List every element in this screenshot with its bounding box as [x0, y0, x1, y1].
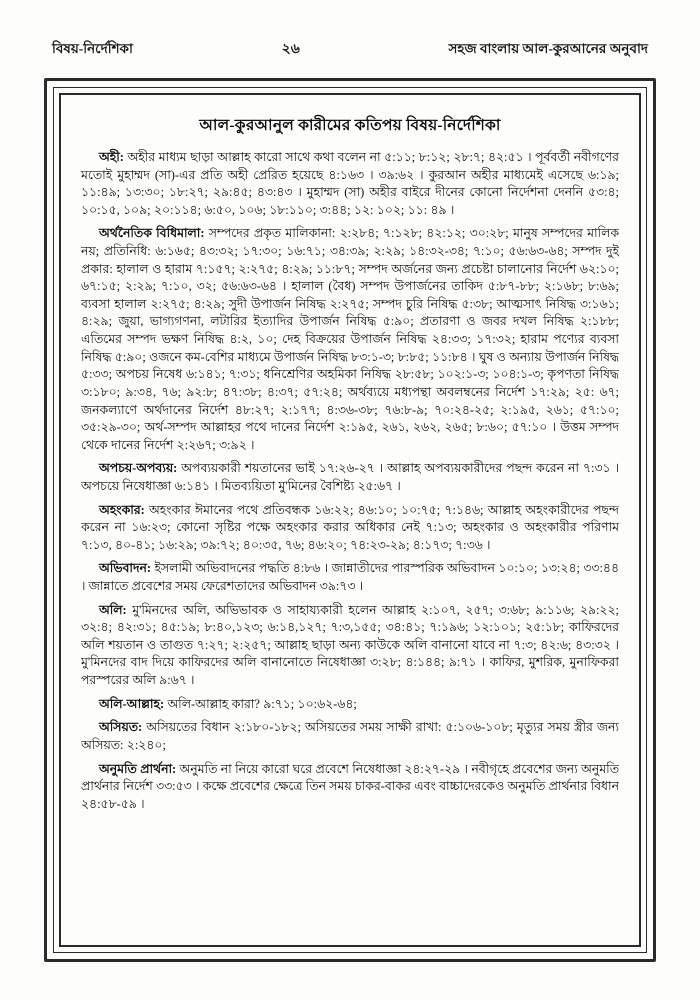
index-entry — [81, 696, 619, 714]
page-number: ২৬ — [281, 42, 300, 57]
entry-term: অহী: — [99, 150, 124, 164]
index-entry — [81, 149, 619, 219]
running-header — [52, 38, 648, 60]
index-entry — [81, 502, 619, 555]
index-entry — [81, 460, 619, 495]
header-left-title: বিষয়-নির্দেশিকা — [52, 40, 133, 56]
entry-term: অভিবাদন: — [99, 561, 152, 576]
index-entry — [81, 225, 619, 454]
entry-text: অলি-আল্লাহ কারা? ৯:৭১; ১০:৬২-৬৪; — [164, 696, 357, 711]
page-content — [81, 111, 619, 933]
entry-term: অহংকার: — [99, 502, 145, 517]
entry-text: মু'মিনদের অলি, অভিভাবক ও সাহায্যকারী হলেন আল্লাহ ২:১০৭, ২৫৭; ৩:৬৮; ৯:১১৬; ২৯:২২; ৩২:৪; ৪২:৩১; ৪৫:১৯; ৮:৪০,১২৩; ৬:১৪,১২৭; ৭:৩,১৫৫; ৩৪:৪১; ৭:১৯৬; ১২:১০১; ২৫:১৮; কাফিরদের অলি শয়তান ও তাগুত ৭:২৭; ২:২৫৭; আল্লাহ ছাড়া অন্য কাউকে অলি বানানো যাবে না ৭:৩; ৪২:৬; ৪৩:৩২ । মু'মিনদের বাদ দিয়ে কাফিরদের অলি বানানোতে নিষেধাজ্ঞা ৩:২৮; ৪:১৪৪; ৯:৭১ । কাফির, মুশরিক, মুনাফিকরা পরস্পরের অলি ৯:৬৭ । — [81, 602, 619, 688]
entry-text: ইসলামী অভিবাদনের পদ্ধতি ৪:৮৬ । জান্নাতীদের পারস্পরিক অভিবাদন ১০:১০; ১৩:২৪; ৩৩:৪৪ । জান্নাতে প্রবেশের সময় ফেরেশতাদের অভিবাদন ৩৯:৭৩ । — [81, 561, 619, 594]
entry-term: অনুমতি প্রার্থনা: — [99, 761, 177, 776]
entry-term: অলি-আল্লাহ: — [99, 696, 165, 711]
entry-text: অহংকার ঈমানের পথে প্রতিবন্ধক ১৬:২২; ৪৬:১০; ১০:৭৫; ৭:১৪৬; আল্লাহ অহংকারীদের পছন্দ করেন না ১৬:২৩; কোনো সৃষ্টির পক্ষে অহংকার করার অধিকার নেই ৭:১৩; অহংকার ও অহংকারীর পরিণাম ৭:১৩, ৪০-৪১; ১৬:২৯; ৩৯:৭২; ৪০:৩৫, ৭৬; ৪৬:২০; ৭৪:২৩-২৯; ৪:১৭৩; ৭:৩৬ । — [81, 502, 619, 552]
entry-text: অনুমতি না নিয়ে কারো ঘরে প্রবেশে নিষেধাজ্ঞা ২৪:২৭-২৯ । নবীগৃহে প্রবেশের জন্য অনুমতি প্রার্থনার নির্দেশ ৩৩:৫৩ । কক্ষে প্রবেশের ক্ষেত্রে তিন সময় চাকর-বাকর এবং বাচ্চাদেরকেও অনুমতি প্রার্থনার বিধান ২৪:৫৮-৫৯ । — [81, 761, 619, 811]
entry-term: অলি: — [99, 602, 127, 617]
entry-text: অসিয়তের বিধান ২:১৮০-১৮২; অসিয়তের সময় সাক্ষী রাখা: ৫:১০৬-১০৮; মৃত্যুর সময় স্ত্রীর জন্য অসিয়ত: ২:২৪০; — [81, 720, 619, 752]
index-entry — [81, 602, 619, 690]
entry-text: সম্পদের প্রকৃত মালিকানা: ২:২৮৪; ৭:১২৮; ৪২:১২; ৩০:২৮; মানুষ সম্পদের মালিক নয়; প্রতিনিধি: ৬:১৬৫; ৪৩:৩২; ১৭:৩০; ১৬:৭১; ৩৪:৩৯; ২:২৯; ১৪:৩২-৩৪; ৭:১০; ৫৬:৬৩-৬৪; সম্পদ দুই প্রকার: হালাল ও হারাম ৭:১৫৭; ২:২৭৫; ৪:২৯; ১১:৮৭; সম্পদ অর্জনের জন্য প্রচেষ্টা চালানোর নির্দেশ ৬২:১০; ৬৭:১৫; ২:২৯; ৭:১০, ৩২; ৫৬:৬৩-৬৪ । হালাল (বৈধ) সম্পদ উপার্জনের তাকিদ ৫:৮৭-৮৮; ২:১৬৮; ৮:৬৯; ব্যবসা হালাল ২:২৭৫; ৪:২৯; সুদী উপার্জন নিষিদ্ধ ২:২৭৫; সম্পদ চুরি নিষিদ্ধ ৫:৩৮; আত্মসাৎ নিষিদ্ধ ৩:১৬১; ৪:২৯; জুয়া, ভাগ্যগণনা, লটারির ইত্যাদির উপার্জন নিষিদ্ধ ৫:৯০; প্রতারণা ও জবর দখল নিষিদ্ধ ২:১৮৮; এতিমের সম্পদ ভক্ষণ নিষিদ্ধ ৪:২, ১০; দেহ বিক্রয়ের উপার্জন নিষিদ্ধ ২৪:৩৩; ১৭:৩২; হারাম পণ্যের ব্যবসা নিষিদ্ধ ৫:৯০; ওজনে কম-বেশির মাধ্যমে উপার্জন নিষিদ্ধ ৮৩:১-৩; ৮:৮৫; ১১:৮৪ । ঘুষ ও অন্যায় উপার্জন নিষিদ্ধ ৫:৩৩; অপচয় নিষেধ ৬:১৪১; ৭:৩১; ধনিশ্রেণির অহমিকা নিষিদ্ধ ২৮:৫৮; ১০২:১-৩; ১০৪:১-৩; কৃপণতা নিষিদ্ধ ৩:১৮০; ৯:৩৪, ৭৬; ৯২:৮; ৪৭:৩৮; ৪:৩৭; ৫৭:২৪; অর্থব্যয়ে মধ্যপন্থা অবলম্বনের নির্দেশ ১৭:২৯; ২৫: ৬৭; জনকল্যাণে অর্থদানের নির্দেশ ৪৮:২৭; ২:১৭৭; ৪:৩৬-৩৮; ৭৬:৮-৯; ৭০:২৪-২৫; ২:১৯৫, ২৬১; ৫৭:১০; ৩৫:২৯-৩০; অর্থ-সম্পদ আল্লাহর পথে দানের নির্দেশ ২:১৯৫, ২৬১, ২৬২, ২৬৫; ৮:৬০; ৫৭:১০ । উত্তম সম্পদ থেকে দানের নির্দেশ ২:২৬৭; ৩:৯২ । — [81, 226, 619, 452]
entry-term: অসিয়ত: — [99, 720, 143, 735]
index-entry — [81, 719, 619, 754]
index-entry — [81, 761, 619, 814]
page-border-outer — [44, 78, 656, 962]
index-entry — [81, 560, 619, 595]
header-right-title: সহজ বাংলায় আল-কুরআনের অনুবাদ — [448, 40, 648, 56]
entry-term: অপচয়-অপব্যয়: — [99, 461, 178, 476]
page-border-middle — [53, 87, 647, 953]
page-border-inner — [59, 93, 641, 947]
entry-text: অহীর মাধ্যম ছাড়া আল্লাহ কারো সাথে কথা বলেন না ৫:১১; ৮:১২; ২৮:৭; ৪২:৫১ । পূর্ববর্তী নবীগণের মতোই মুহাম্মদ (সা)-এর প্রতি অহী প্রেরিত হয়েছে ৪:১৬৩ । ৩৯:৬২ । কুরআন অহীর মাধ্যমেই এসেছে ৬:১৯; ১১:৪৯; ১৩:৩০; ১৮:২৭; ২৯:৪৫; ৪৩:৪৩ । মুহাম্মদ (সা) অহীর বাইরে দীনের কোনো নির্দেশনা দেননি ৫৩:৪; ১০:১৫, ১০৯; ২০:১১৪; ৬:৫০, ১০৬; ১৮:১১০; ৩:৪৪; ১২: ১০২; ১১: ৪৯ । — [81, 150, 619, 217]
entry-term: অর্থনৈতিক বিধিমালা: — [99, 226, 205, 241]
entry-text: অপব্যয়কারী শয়তানের ভাই ১৭:২৬-২৭ । আল্লাহ অপব্যয়কারীদের পছন্দ করেন না ৭:৩১ । অপচয়ে নিষেধাজ্ঞা ৬:১৪১ । মিতব্যয়িতা মু'মিনের বৈশিষ্ট্য ২৫:৬৭ । — [81, 461, 619, 493]
page-title: আল-কুরআনুল কারীমের কতিপয় বিষয়-নির্দেশিকা — [199, 117, 501, 134]
